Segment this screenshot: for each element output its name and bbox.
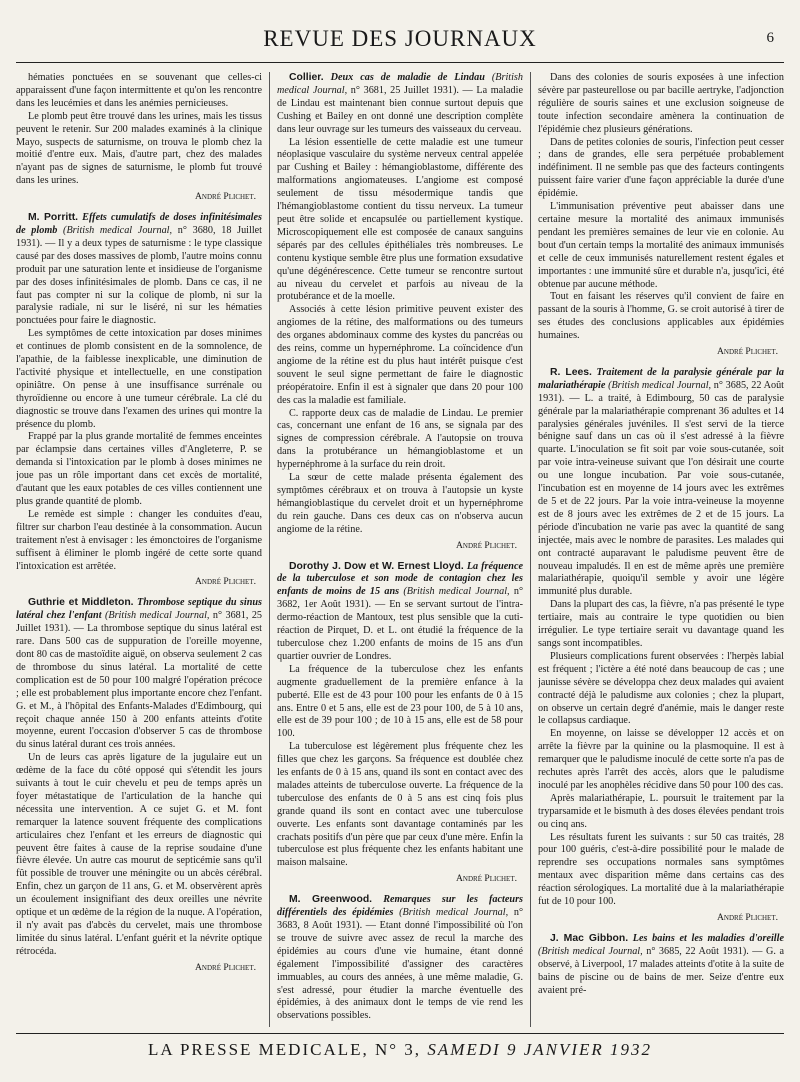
article-reference: n° 3685, 22 Août 1931). — L. a traité, à Edimbourg, 50 cas de paralysie générale par la malariathérapie comprenant 36 adultes et 14 paralysies générales juvéniles. Il s'est servi de la tierce bénigne sauf dans un cas où il s'est adressé à la fièvre quarte. L'inoculation se fit soit par voie sous-cutanée, soit par voie intra-veineuse suivant que l'on désirait une courte ou une longue incubation. Par voie sous-cutanée, l'incubation est en moyenne de 14 jours avec les extrêmes de 5 et de 22 jours. Par la voie intra-veineuse la moyenne est de 8 jours avec les extrêmes de 2 et de 15 jours. La période d'incubation ne varie pas avec la quantité de sang injectée, mais avec le nombre de parasites. Les malades qui ont contracté auparavant le paludisme peuvent être de nouveau impaludés. Il en est de même après une première malariathérapie, quoiqu'il semble y avoir une légère immunité plus durable. [538,379,784,598]
article-author: R. Lees. [550,366,592,378]
article-author: M. Greenwood. [289,894,373,906]
paragraph: Dans de petites colonies de souris, l'infection peut cesser ; dans de grandes, elle sera perpétuée probablement indéfiniment. Il ne semble pas que des facteurs contingents puissent faire varier d'une façon appréciable la durée d'une épidémie. [538,136,784,200]
paragraph: Tout en faisant les réserves qu'il convient de faire en passant de la souris à l'homme, G. se croit autorisé à tirer de ses études des conclusions applicables aux épidémies humaines. [538,291,784,342]
article-heading [16,597,262,752]
article-signature: André Plichet. [456,873,517,885]
article-journal: (British medical Journal, [608,379,712,391]
article-heading [538,933,784,998]
article-title: La fréquence de la tuberculose et son mode de contagion chez les enfants de moins de 15 ans [277,560,523,598]
footer-journal: LA PRESSE MEDICALE, N° 3, [147,1040,422,1059]
article-reference: n° 3682, 1er Août 1931). — En se servant surtout de l'intra-dermo-réaction de Mantoux, test plus sensible que la cuti-réaction de Pirquet, D. et L. ont étudié la fréquence de la tuberculose chez 1.200 enfants de moins de 15 ans d'un quartier ouvrier de Londres. [277,586,523,662]
article-author: Guthrie et Middleton. [28,597,134,609]
article-heading [277,561,523,664]
article-signature: André Plichet. [456,539,517,551]
article-title: Thrombose septique du sinus latéral chez l'enfant [16,597,262,622]
paragraph: C. rapporte deux cas de maladie de Lindau. Le premier cas, concernant une enfant de 16 ans, se signala par des signes de compression cérébrale. A l'autopsie on trouva dans la protubérance un hémangioblastome et un hypernéphrome à la surface du rein droit. [277,407,523,471]
column-divider [530,72,531,1027]
article-reference: n° 3681, 25 Juillet 1931). — La thrombose septique du sinus latéral est rare. Dans 500 cas de suppuration de l'oreille moyenne, dont 80 cas de mastoïdite aiguë, on observa seulement 2 cas de thrombose du sinus latéral. La mortalité de cette complication est de 50 pour 100 malgré l'opération précoce ; elle est probablement plus importante encore chez l'enfant. G. et M., à l'hôpital des Enfants-Malades d'Edimbourg, qui reçoit chaque année 150 à 200 enfants atteints d'otite moyenne, eurent l'occasion d'observer 5 cas de thrombose du sinus latéral durant ces trois années. [16,610,262,751]
article-reference: n° 3685, 22 Août 1931). — G. a observé, à Liverpool, 17 malades atteints d'otite à la suite de bains de piscine ou de bains de mer. Seize d'entre eux avaient pré- [538,945,784,996]
article-collier [277,72,523,553]
article-reference: n° 3683, 8 Août 1931). — Etant donné l'impossibilité où l'on se trouve de suivre avec assez de recul la marche des épidémies au cours d'une vie humaine, étant donné également l'impossibilité d'assigner des caractères immuables, au cours des années, à une même maladie, G. s'est adressé, pour étudier la marche éventuelle des épidémies, à des animaux dont le temps de vie rend les observations possibles. [277,907,523,1022]
article-title: Deux cas de maladie de Lindau [330,72,485,83]
article-title: Remarques sur les facteurs différentiels des épidémies [277,894,523,919]
footer-day: SAMEDI [427,1040,501,1059]
article-author: Dorothy J. Dow et W. Ernest Lloyd. [289,560,464,572]
paragraph: Les symptômes de cette intoxication par doses minimes et continues de plomb consistent en de la somnolence, de l'apathie, de la faiblesse inexplicable, une diminution de l'activité physique et intellectuelle, en une constipation opiniâtre. On pense à une insuffisance surrénale ou thyroïdienne ou encore à une tumeur cérébrale. La clé du diagnostic se trouve dans l'examen des urines qui montre la présence du plomb. [16,328,262,430]
paragraph: Le remède est simple : changer les conduites d'eau, filtrer sur charbon l'eau destinée à la consommation. Aucun traitement n'est à envisager : les émonctoires de l'organisme suffisent à éliminer le plomb ingéré de cette sorte quand l'intoxication est arrêtée. [16,508,262,572]
article-guthrie-middleton [16,597,262,974]
paragraph: Les résultats furent les suivants : sur 50 cas traités, 28 pour 100 guéris, c'est-à-dire possibilité pour le malade de reprendre ses occupations normales sans symptômes mentaux avec disparition même dans certains cas des réaction sérologiques. La mortalité due à la malariathérapie fut de 10 pour 100. [538,831,784,908]
journal-section-title: REVUE DES JOURNAUX [263,26,537,51]
page-footer [0,1040,800,1060]
article-reference: n° 3681, 25 Juillet 1931). — La maladie de Lindau est maintenant bien connue surtout depuis que Cushing et Bailey en ont donné une description complète dans leur ouvrage sur les tumeurs des vaisseaux du cerveau. [277,84,523,135]
article-signature: André Plichet. [195,576,256,588]
column-left [16,72,262,1027]
article-journal: (British medical Journal, [104,610,210,622]
paragraph: La tuberculose est légèrement plus fréquente chez les filles que chez les garçons. Sa fréquence est doublée chez les enfants de 0 à 15 ans, quand ils sont en contact avec des malades atteints de tuberculose ouverte. La fréquence de la tuberculose des enfants de 0 à 5 ans est cinq fois plus grande quand ils sont en contact avec une tuberculose ouverte. Les enfants sont davantage contaminés par les crachats positifs d'un père que par ceux d'une mère. Enfin la tuberculose est plus fréquente chez les enfants habitant une maison malsaine. [277,741,523,869]
article-greenwood [277,894,523,1023]
article-porritt [16,212,262,589]
article-journal: (British medical Journal, [403,586,510,598]
article-heading [277,72,523,137]
paragraph: Associés à cette lésion primitive peuvent exister des angiomes de la rétine, des malformations ou des tumeurs des organes abdominaux comme des kystes du pancréas ou des reins, comme un hypernéphrome. La coïncidence d'un angiome de la rétine est du plus haut intérêt puisque c'est souvent le seul signe permettant de faire le diagnostic préopératoire. Enfin il est à signaler que dans 20 pour 100 des cas la maladie est familiale. [277,304,523,406]
paragraph: Frappé par la plus grande mortalité de femmes enceintes par éclampsie dans certaines villes d'Angleterre, P. se demanda si l'intoxication par le plomb à doses minimes ne joue pas un rôle important dans cet excès de mortalité, d'autant que les eaux potables de ces villes contiennent une plus grande quantité de plomb. [16,431,262,507]
article-title: Traitement de la paralysie générale par la malariathérapie [538,366,784,391]
column-right [538,72,784,1027]
paragraph: Plusieurs complications furent observées : l'herpès labial est fréquent ; l'ictère a été noté dans beaucoup de cas ; une jaunisse sévère se développa chez deux malades qui avaient contracté déjà le paludisme aux colonies ; chez la plupart, on observe un certain degré d'anémie, mais le danger reste le collapsus cardiaque. [538,650,784,727]
page-number: 6 [766,30,774,46]
article-journal: (British medical Journal, [63,224,173,236]
paragraph: En moyenne, on laisse se développer 12 accès et on arrête la fièvre par la quinine ou la plasmoquine. Il est à remarquer que le paludisme inoculé de cette sorte n'a pas de rechutes après l'arrêt des accès, alors que le paludisme inoculé par les anophèles récidive dans 50 pour 100 des cas. [538,728,784,791]
article-author: M. Porritt. [28,212,79,224]
article-journal: (British medical Journal, [277,72,523,96]
article-author: J. Mac Gibbon. [550,932,629,944]
column-middle [277,72,523,1027]
paragraph: Dans la plupart des cas, la fièvre, n'a pas présenté le type tertiaire, mais au contraire le type quotidien ou bien irrégulier. Le type tertiaire serait vu davantage quand les sangs sont incompatibles. [538,599,784,649]
paragraph: L'immunisation préventive peut abaisser dans une certaine mesure la mortalité des animaux immunisés pendant les premières semaines de leur vie en colonie. Au bout d'un certain temps la mortalité des animaux immunisés et celle de ceux immunisés naturellement restent égales et importantes : une immunité sûre et durable n'a, jusqu'ici, été obtenue par aucune méthode. [538,201,784,290]
column-divider [269,72,270,1027]
paragraph: Dans des colonies de souris exposées à une infection sévère par pasteurellose ou par bacille aertryke, l'adjonction régulière de souris saines et une exclusion soigneuse de toute infection secondaire amènera la continuation de l'épidémie chez plusieurs générations. [538,72,784,135]
article-signature: André Plichet. [717,912,778,923]
article-journal: (British medical Journal, [538,945,643,957]
article-title: Effets cumulatifs de doses infinitésimales de plomb [16,212,262,236]
paragraph: Le plomb peut être trouvé dans les urines, mais les tissus peuvent le retenir. Sur 200 malades examinés à la clinique Mayo, suspects de saturnisme, on trouva le plomb chez la moitié d'entre eux. Mais, d'autre part, chez des malades n'ayant pas de signes de saturnisme, le plomb fut trouvé dans les urines. [16,110,262,187]
article-dow-lloyd [277,561,523,887]
article-heading [538,367,784,599]
article-signature: André Plichet. [195,191,256,203]
article-title: Les bains et les maladies d'oreille [632,932,784,944]
paragraph: hématies ponctuées en se souvenant que celles-ci apparaissent d'une façon intermittente et qu'on les rencontre dans les leucémies et dans les anémies pernicieuses. [16,72,262,109]
paragraph: La sœur de cette malade présenta également des symptômes cérébraux et on trouva à l'autopsie un kyste hémangioblastique du cervelet droit et un hypernéphrome du rein gauche. Dans ces deux cas on n'observa aucun angiome de la rétine. [277,472,523,535]
paragraph: La lésion essentielle de cette maladie est une tumeur néoplasique vasculaire du système nerveux central appelée par Cushing et Bailey : hémangioblastome, différente des malformations angiomateuses. L'angiome est composé seulement de tissu mésodermique tandis que l'hémangioblastome contient du tissu nerveux. La tumeur peut être solide et encapsulée ou partiellement kystique. Microscopiquement elle est composée de canaux sanguins séparés par des cellules épithéliales très nombreuses. Le contenu kystique semble être plus une formation exsudative qu'une dégénérescence. Cette tumeur se rencontre surtout au niveau du cervelet et parfois au niveau de la protubérance et de la moelle. [277,136,523,303]
article-mac-gibbon [538,933,784,998]
footer-date: 9 JANVIER 1932 [506,1040,653,1059]
article-signature: André Plichet. [717,346,778,358]
article-journal: (British medical Journal, [399,907,509,919]
footer-rule [16,1033,784,1034]
header-rule [16,62,784,63]
page-header [0,0,800,58]
paragraph: Après malariathérapie, L. poursuit le traitement par la tryparsamide et le bismuth à des doses élevées pendant trois ou cinq ans. [538,792,784,830]
paragraph: La fréquence de la tuberculose chez les enfants augmente graduellement de la première enfance à la puberté. Elle est de 43 pour 100 pour les enfants de 0 à 15 ans. Entre 0 et 5 ans, elle est de 23 pour 100, de 5 à 10 ans, elle est de 39 pour 100 ; de 10 à 15 ans, elle est de 58 pour 100. [277,663,523,740]
article-greenwood-continued [538,72,784,359]
article-signature: André Plichet. [195,961,256,973]
article-heading [277,894,523,1023]
article-author: Collier. [289,72,324,83]
article-continued [16,72,262,204]
article-lees [538,367,784,925]
article-heading [16,212,262,328]
paragraph: Un de leurs cas après ligature de la jugulaire eut un œdème de la face du côté opposé qui s'étendit les jours suivants à tout le cuir chevelu et peu de temps après un foyer métastatique de l'articulation de la hanche qui nécessita une intervention. A ce sujet G. et M. font remarquer la latence souvent fréquente des complications articulaires chez l'enfant et les erreurs de diagnostic qui peuvent être faites à cause de la reprise soudaine d'une fièvre élevée. Un autre cas mourut de septicémie sans qu'il fût possible de trouver une méningite ou un abcès cérébral. Enfin, chez un garçon de 11 ans, G. et M. observèrent après un écoulement insignifiant des deux oreilles une névrite optique et un œdème de la région de la nuque. A l'opération, il n'y avait pas d'abcès du cervelet, mais une thrombose limitée du sinus latéral. L'enfant guérit et la névrite optique rétrocéda. [16,752,262,957]
article-reference: n° 3680, 18 Juillet 1931). — Il y a deux types de saturnisme : le type classique causé par des doses massives de plomb, l'autre moins connu produit par une saturation lente et insidieuse de l'organisme par des doses infinitésimales de plomb. Dans ce cas, il ne faut pas compter ni sur la colique de plomb, ni sur la paralysie radiale, ni sur le liséré, ni sur les hématies ponctuées pour faire le diagnostic. [16,224,262,327]
